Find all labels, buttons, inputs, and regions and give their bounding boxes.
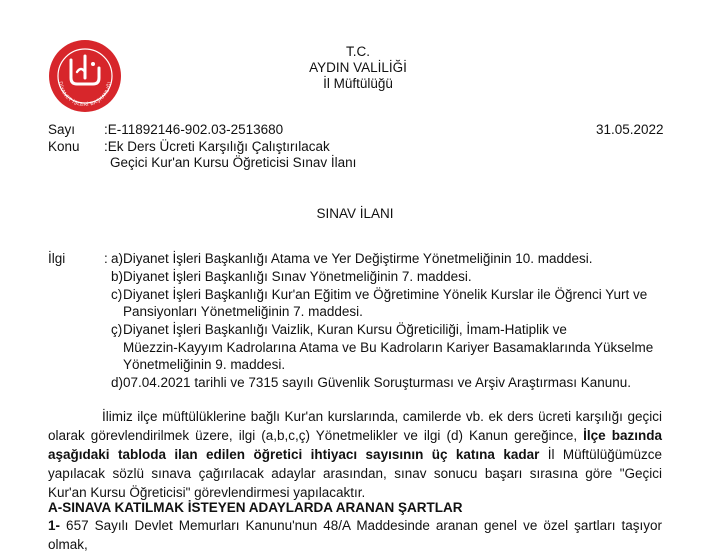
ilgi-colon: :	[104, 251, 108, 266]
section-a-heading: A-SINAVA KATILMAK İSTEYEN ADAYLARDA ARANAN ŞARTLAR	[48, 500, 463, 515]
ilgi-c-line-1: Diyanet İşleri Başkanlığı Kur'an Eğitim ve Öğretimine Yönelik Kurslar ile Öğrenci Yurt ve	[123, 287, 648, 302]
diyanet-logo	[47, 38, 123, 114]
ilgi-cc-letter: ç)	[111, 322, 123, 337]
body-paragraph-1-part-2: İl Müftülüğümüzce yapılacak sözlü sınava çağırılacak adaylar arasından, sınav sonucu başarı sırasına göre "Geçici Kur'an Kursu Öğreticisi" görevlendirmesi yapılacaktır.	[48, 447, 662, 500]
document-date: 31.05.2022	[596, 122, 664, 137]
ilgi-d-letter: d)	[111, 375, 124, 390]
section-a-item-1-number: 1-	[48, 518, 61, 533]
body-paragraph-1-part-1: İlimiz ilçe müftülüklerine bağlı Kur'an kurslarında, camilerde vb. ek ders ücreti karşılığı geçici olarak görevlendirilmek üzere, ilgi (a,b,c,ç) Yönetmelikler ve ilgi (d) Kanun gereğince,	[48, 409, 662, 443]
body-paragraph-1-bold: İlçe bazında aşağıdaki tabloda ilan edilen öğretici ihtiyacı sayısının üç katına kadar	[48, 428, 662, 462]
logo-ring-text: DİYANET İŞLERİ BAŞKANLIĞI	[57, 81, 113, 109]
header-mufti-office: İl Müftülüğü	[323, 76, 393, 91]
ilgi-cc-line-1: Diyanet İşleri Başkanlığı Vaizlik, Kuran Kursu Öğreticiliği, İmam-Hatiplik ve	[123, 322, 567, 337]
sayi-label: Sayı	[48, 122, 76, 137]
body-paragraph-1	[48, 407, 662, 502]
konu-line-2: Geçici Kur'an Kursu Öğreticisi Sınav İlanı	[110, 155, 357, 170]
diyanet-logo-icon	[47, 38, 123, 114]
page-title: SINAV İLANI	[316, 206, 394, 221]
section-a-item-1	[48, 516, 662, 554]
konu-line-1: :Ek Ders Ücreti Karşılığı Çalıştırılacak	[104, 139, 330, 154]
ilgi-a-letter: a)	[111, 251, 124, 266]
section-a-item-1-text: 657 Sayılı Devlet Memurları Kanunu'nun 48/A Maddesinde aranan genel ve özel şartları taşıyor olmak,	[48, 518, 662, 552]
ilgi-b-line-1: Diyanet İşleri Başkanlığı Sınav Yönetmeliğinin 7. maddesi.	[123, 269, 472, 284]
sayi-value: :E-11892146-902.03-2513680	[104, 122, 284, 137]
ilgi-label: İlgi	[48, 251, 66, 266]
ilgi-cc-line-3: Yönetmeliğinin 9. maddesi.	[123, 357, 286, 372]
header-tc: T.C.	[345, 44, 370, 59]
ilgi-a-line-1: Diyanet İşleri Başkanlığı Atama ve Yer Değiştirme Yönetmeliğinin 10. maddesi.	[123, 251, 593, 266]
ilgi-c-letter: c)	[111, 287, 123, 302]
ilgi-cc-line-2: Müezzin-Kayyım Kadrolarına Atama ve Bu Kadroların Kariyer Basamaklarında Yükselme	[123, 340, 654, 355]
ilgi-b-letter: b)	[111, 269, 124, 284]
konu-label: Konu	[48, 139, 80, 154]
ilgi-d-line-1: 07.04.2021 tarihli ve 7315 sayılı Güvenlik Soruşturması ve Arşiv Araştırması Kanunu.	[123, 375, 632, 390]
ilgi-c-line-2: Pansiyonları Yönetmeliğinin 7. maddesi.	[123, 304, 363, 319]
header-governorship: AYDIN VALİLİĞİ	[309, 60, 407, 75]
